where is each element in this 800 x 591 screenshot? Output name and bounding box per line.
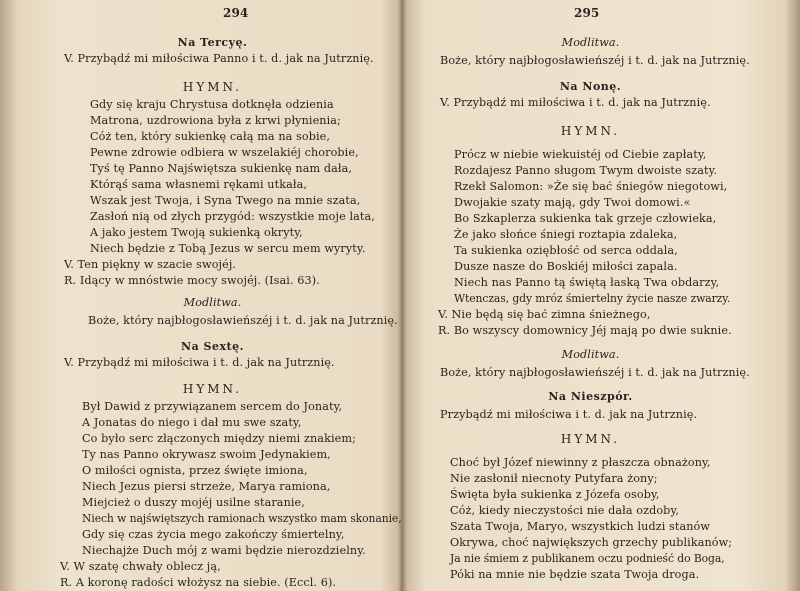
verse-line: Cóż, kiedy nieczystości nie dała ozdoby, [450, 504, 680, 517]
left-page [40, 0, 402, 591]
verse-line: Niech w najświętszych ramionach wszystko mam skonanie, [82, 512, 402, 525]
versicle: V. Przybądź mi miłościwa i t. d. jak na Jutrznię. [64, 356, 335, 369]
verse-line: Co było serc złączonych między niemi znakiem; [82, 432, 356, 445]
verse-line: Cóż ten, który sukienkę całą ma na sobie, [90, 130, 331, 143]
response: R. Idący w mnóstwie mocy swojéj. (Isai. 63). [64, 274, 320, 287]
prayer-heading: Modlitwa. [183, 296, 242, 309]
verse-line: Wtenczas, gdy mróz śmiertelny życie nasze zwarzy. [454, 292, 731, 305]
section-title: Na Tercyę. [177, 36, 248, 49]
versicle: V. W szatę chwały oblecz ją, [60, 560, 221, 573]
verse-line: Prócz w niebie wiekuistéj od Ciebie zapłaty, [454, 148, 707, 161]
verse-line: Dusze nasze do Boskiéj miłości zapala. [454, 260, 678, 273]
verse-line: Którąś sama własnemi rękami utkała, [90, 178, 307, 191]
response: R. Bo wszyscy domownicy Jéj mają po dwie suknie. [438, 324, 732, 337]
verse-line: Nie zasłonił niecnoty Putyfara żony; [450, 472, 658, 485]
verse-line: Ta sukienka oziębłość od serca oddala, [454, 244, 678, 257]
section-title: Na Nieszpór. [548, 390, 633, 403]
verse-line: Niech nas Panno tą świętą łaską Twa obdarzy, [454, 276, 720, 289]
prayer-text: Boże, który najbłogosławieńszéj i t. d. jak na Jutrznię. [440, 366, 750, 379]
verse-line: Wszak jest Twoja, i Syna Twego na mnie szata, [90, 194, 361, 207]
verse-line: A jako jestem Twoją sukienką okryty, [90, 226, 303, 239]
verse-line: Tyś tę Panno Najświętsza sukienkę nam dała, [90, 162, 353, 175]
verse-line: Zasłoń nią od złych przygód: wszystkie moje lata, [90, 210, 375, 223]
prayer-heading: Modlitwa. [561, 36, 620, 49]
prayer-text: Boże, który najbłogosławieńszéj i t. d. jak na Jutrznię. [88, 314, 398, 327]
verse-line: Choć był Józef niewinny z płaszcza obnażony, [450, 456, 711, 469]
verse-line: Pewne zdrowie odbiera w wszelakiéj chorobie, [90, 146, 359, 159]
page-number: 294 [223, 6, 249, 20]
verse-line: Póki na mnie nie będzie szata Twoja droga. [450, 568, 700, 581]
hymn-heading: HYMN. [182, 80, 243, 94]
verse-line: A Jonatas do niego i dał mu swe szaty, [82, 416, 302, 429]
hymn-heading: HYMN. [182, 382, 243, 396]
verse-line: Bo Szkaplerza sukienka tak grzeje człowieka, [454, 212, 717, 225]
versicle: V. Ten piękny w szacie swojéj. [64, 258, 237, 271]
prayer-text: Boże, który najbłogosławieńszéj i t. d. jak na Jutrznię. [440, 54, 750, 67]
prayer-heading: Modlitwa. [561, 348, 620, 361]
verse-line: Ja nie śmiem z publikanem oczu podnieść do Boga, [450, 552, 725, 565]
verse-line: Niech będzie z Tobą Jezus w sercu mem wyryty. [90, 242, 366, 255]
section-title: Na Sextę. [181, 340, 244, 353]
response: R. A koronę radości włożysz na siebie. (Eccl. 6). [60, 576, 337, 589]
verse-line: Matrona, uzdrowiona była z krwi płynienia; [90, 114, 341, 127]
verse-line: Gdy się czas życia mego zakończy śmiertelny, [82, 528, 345, 541]
verse-line: Okrywa, choć największych grzechy publikanów; [450, 536, 733, 549]
versicle: Przybądź mi miłościwa i t. d. jak na Jutrznię. [440, 408, 698, 421]
verse-line: Niech Jezus piersi strzeże, Marya ramiona, [82, 480, 331, 493]
verse-line: Dwojakie szaty mają, gdy Twoi domowi.« [454, 196, 691, 209]
verse-line: Rozdajesz Panno sługom Twym dwoiste szaty. [454, 164, 718, 177]
verse-line: Że jako słońce śniegi roztapia zdaleka, [454, 228, 678, 241]
hymn-heading: HYMN. [560, 432, 621, 446]
verse-line: Był Dawid z przywiązanem sercem do Jonaty, [82, 400, 343, 413]
section-title: Na Nonę. [559, 80, 622, 93]
verse-line: Święta była sukienka z Józefa osoby, [450, 488, 660, 501]
versicle: V. Przybądź mi miłościwa Panno i t. d. jak na Jutrznię. [64, 52, 374, 65]
versicle: V. Nie będą się bać zimna śnieżnego, [438, 308, 651, 321]
verse-line: Niechajże Duch mój z wami będzie nierozdzielny. [82, 544, 366, 557]
verse-line: Szata Twoja, Maryo, wszystkich ludzi stanów [450, 520, 711, 533]
verse-line: Ty nas Panno okrywasz swoim Jedynakiem, [82, 448, 331, 461]
verse-line: O miłości ognista, przez święte imiona, [82, 464, 308, 477]
right-page [418, 0, 763, 591]
page-number: 295 [574, 6, 600, 20]
hymn-heading: HYMN. [560, 124, 621, 138]
verse-line: Gdy się kraju Chrystusa dotknęła odzienia [90, 98, 334, 111]
verse-line: Rzekł Salomon: »Że się bać śniegów niegotowi, [454, 180, 728, 193]
versicle: V. Przybądź mi miłościwa i t. d. jak na Jutrznię. [440, 96, 711, 109]
verse-line: Miejcież o duszy mojéj usilne staranie, [82, 496, 305, 509]
